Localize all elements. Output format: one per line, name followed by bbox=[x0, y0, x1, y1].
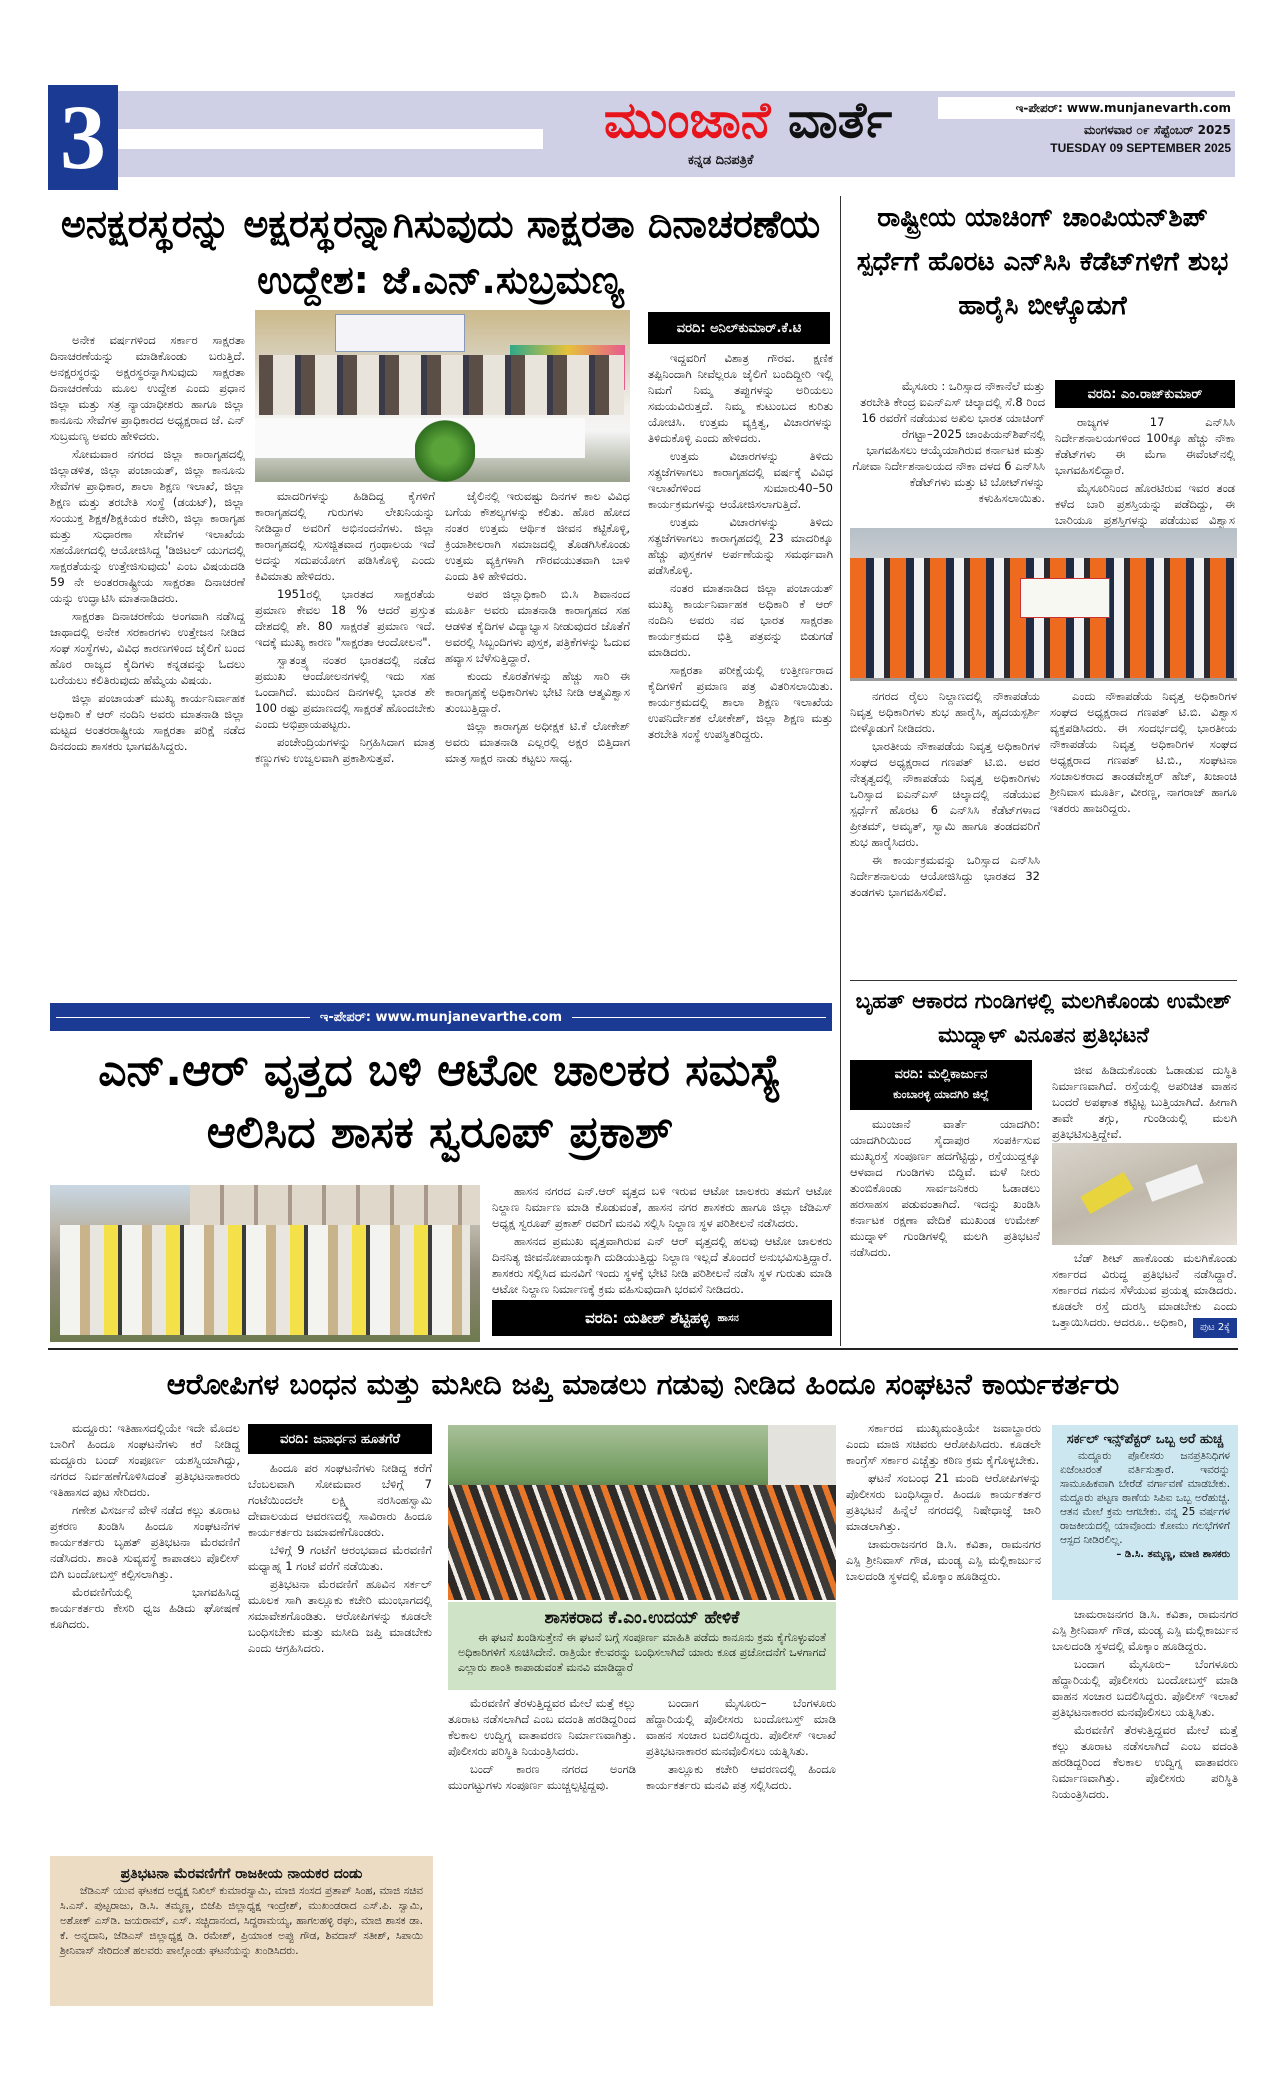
masthead-title-black: ವಾರ್ತೆ bbox=[787, 91, 893, 149]
plant bbox=[415, 420, 475, 482]
story2-headline: ಎನ್.ಆರ್ ವೃತ್ತದ ಬಳಿ ಆಟೋ ಚಾಲಕರ ಸಮಸ್ಯೆ ಆಲಿಸಿದ ಶಾಸಕ ಸ್ವರೂಪ್ ಪ್ರಕಾಶ್ bbox=[98, 1045, 782, 1158]
story4-column-2 bbox=[1052, 1062, 1237, 1142]
paragraph: ಎಂದು ನೌಕಾಪಡೆಯ ನಿವೃತ್ತ ಅಧಿಕಾರಿಗಳ ಸಂಘದ ಅಧ್ಯಕ್ಷರಾದ ಗಣಪತ್ ಟಿ.ಬಿ. ವಿಶ್ವಾಸ ವ್ಯಕ್ತಪಡಿಸಿದರು. ಈ ಸಂದರ್ಭದಲ್ಲಿ ಭಾರತೀಯ ನೌಕಾಪಡೆಯ ನಿವೃತ್ತ ಅಧಿಕಾರಿಗಳ ಸಂಘದ ಅಧ್ಯಕ್ಷರಾದ ಗಣಪತ್ ಟಿ.ಬಿ., ಸಂಘಟನಾ ಸಂಚಾಲಕರಾದ ತಾಂಡವೇಶ್ವರ್ ಹೆಚ್, ಖಜಾಂಚಿ ಶ್ರೀನಿವಾಸ ಮೂರ್ತಿ, ವೀರಣ್ಣ, ನಾಗರಾಜ್ ಹಾಗೂ ಇತರರು ಹಾಜರಿದ್ದರು. bbox=[1050, 689, 1237, 815]
paragraph: ಹಾಸನ ನಗರದ ಎನ್.ಆರ್ ವೃತ್ತದ ಬಳಿ ಇರುವ ಆಟೋ ಚಾಲಕರು ತಮಗೆ ಆಟೋ ನಿಲ್ದಾಣ ನಿರ್ಮಾಣ ಮಾಡಿ ಕೊಡುವಂತೆ, ಹಾಸನ ನಗರ ಶಾಸಕರು ಹಾಗೂ ಜಿಲ್ಲಾ ಜೆಡಿಎಸ್ ಅಧ್ಯಕ್ಷ ಸ್ವರೂಪ್ ಪ್ರಕಾಶ್ ರವರಿಗೆ ಮನವಿ ಸಲ್ಲಿಸಿ ನಿಲ್ದಾಣ ಸ್ಥಳ ಪರಿಶೀಲನೆ ನಡೆಸಿದರು. bbox=[492, 1184, 832, 1230]
paragraph: ಸಾಕ್ಷರತಾ ಪರೀಕ್ಷೆಯಲ್ಲಿ ಉತ್ತೀರ್ಣರಾದ ಕೈದಿಗಳಿಗೆ ಪ್ರಮಾಣ ಪತ್ರ ವಿತರಿಸಲಾಯಿತು. ಕಾರ್ಯಕ್ರಮದಲ್ಲಿ ಶಾಲಾ ಶಿಕ್ಷಣ ಇಲಾಖೆಯ ಉಪನಿರ್ದೇಶಕ ಲೋಕೇಶ್, ಜಿಲ್ಲಾ ಶಿಕ್ಷಣ ಮತ್ತು ತರಬೇತಿ ಸಂಸ್ಥೆ ಉಪಸ್ಥಿತರಿದ್ದರು. bbox=[648, 663, 833, 741]
paragraph: ಗಣೇಶ ವಿಸರ್ಜನೆ ವೇಳೆ ನಡೆದ ಕಲ್ಲು ತೂರಾಟ ಪ್ರಕರಣ ಖಂಡಿಸಿ ಹಿಂದೂ ಸಂಘಟನೆಗಳ ಕಾರ್ಯಕರ್ತರು ಬೃಹತ್ ಪ್ರತಿಭಟನಾ ಮೆರವಣಿಗೆ ನಡೆಸಿದರು. ಶಾಂತಿ ಸುವ್ಯವಸ್ಥೆ ಕಾಪಾಡಲು ಪೊಲೀಸ್ ಬಿಗಿ ಬಂದೋಬಸ್ತ್ ಕಲ್ಪಿಸಲಾಗಿತ್ತು. bbox=[50, 1503, 240, 1581]
paragraph: ಕುಂದು ಕೊರತೆಗಳನ್ನು ಹೆಚ್ಚು ಸಾರಿ ಈ ಕಾರಾಗೃಹಕ್ಕೆ ಅಧಿಕಾರಿಗಳು ಭೇಟಿ ನೀಡಿ ಆತ್ಮವಿಶ್ವಾಸ ತುಂಬುತ್ತಿದ್ದಾರೆ. bbox=[445, 669, 630, 715]
leaders-box-title: ಪ್ರತಿಭಟನಾ ಮೆರವಣಿಗೆಗೆ ರಾಜಕೀಯ ನಾಯಕರ ದಂಡು bbox=[120, 1866, 363, 1882]
mla-quote-title: ಶಾಸಕರಾದ ಕೆ.ಎಂ.ಉದಯ್ ಹೇಳಿಕೆ bbox=[544, 1608, 740, 1628]
paragraph: ಸ್ವಾತಂತ್ರ್ಯ ನಂತರ ಭಾರತದಲ್ಲಿ ನಡೆದ ಪ್ರಮುಖ ಆಂದೋಲನಗಳಲ್ಲಿ ಇದು ಸಹ ಒಂದಾಗಿದೆ. ಮುಂದಿನ ದಿನಗಳಲ್ಲಿ ಭಾರತ ಶೇ 100 ರಷ್ಟು ಪ್ರಮಾಣದಲ್ಲಿ ಸಾಕ್ಷರತೆ ಹೊಂದಬೇಕು ಎಂದು ಅಭಿಪ್ರಾಯಪಟ್ಟರು. bbox=[255, 653, 435, 731]
story3-column-2 bbox=[1055, 414, 1235, 526]
paragraph: ಸಾಕ್ಷರತಾ ದಿನಾಚರಣೆಯ ಅಂಗವಾಗಿ ನಡೆಸಿದ್ದ ಜಾಥಾದಲ್ಲಿ ಅನೇಕ ಸರಕಾರಗಳು ಉತ್ತೇಜನ ನೀಡಿದ ಸಂಘ ಸಂಸ್ಥೆಗಳು, ವಿವಿಧ ಕಾರಣಗಳಿಂದ ಜೈಲಿಗೆ ಬಂದ ಹೊರ ರಾಜ್ಯದ ಕೈದಿಗಳು ಕನ್ನಡವನ್ನು ಓದಲು ಬರೆಯಲು ಕಲಿತಿರುವುದು ಹೆಮ್ಮೆಯ ವಿಷಯ. bbox=[50, 609, 245, 687]
byline-place: ಹಾಸನ bbox=[717, 1312, 739, 1324]
paragraph: ಇದ್ದವರಿಗೆ ವಿಶಾತ್ರ ಗೌರವ. ಕ್ಷಣಿಕ ತಪ್ಪಿನಿಂದಾಗಿ ನೀವೆಲ್ಲರೂ ಜೈಲಿಗೆ ಬಂದಿದ್ದೀರಿ ಇಲ್ಲಿ ನಿಮಗೆ ನಿಮ್ಮ ತಪ್ಪುಗಳನ್ನು ಅರಿಯಲು ಸಮಯವಿರುತ್ತದೆ. ನಿಮ್ಮ ಕುಟುಂಬದ ಕುರಿತು ಯೋಚಿಸಿ. ಉತ್ತಮ ವ್ಯಕ್ತಿತ್ವ, ವಿಚಾರಗಳನ್ನು ತಿಳಿದುಕೊಳ್ಳಿ ಎಂದು ಹೇಳಿದರು. bbox=[648, 351, 833, 445]
cadets-group bbox=[850, 558, 1237, 678]
story3-column-1 bbox=[850, 378, 1045, 526]
story1-headline: ಅನಕ್ಷರಸ್ಥರನ್ನು ಅಕ್ಷರಸ್ಥರನ್ನಾಗಿಸುವುದು ಸಾಕ್ಷರತಾ ದಿನಾಚರಣೆಯ ಉದ್ದೇಶ: ಜೆ.ಎನ್.ಸುಬ್ರಮಣ್ಯ bbox=[60, 202, 821, 302]
story3-photo bbox=[850, 528, 1237, 681]
mla-quote-text: ಈ ಘಟನೆ ಖಂಡಿಸುತ್ತೇನೆ ಈ ಘಟನೆ ಬಗ್ಗೆ ಸಂಪೂರ್ಣ ಮಾಹಿತಿ ಪಡೆದು ಕಾನೂನು ಕ್ರಮ ಕೈಗೊಳ್ಳುವಂತೆ ಅಧಿಕಾರಿಗಳಿಗೆ ಸೂಚಿಸಿದೇನೆ. ರಾತ್ರಿಯೇ ಕೆಲವರನ್ನು ಬಂಧಿಸಲಾಗಿದೆ ಯಾರು ಕೂಡ ಪ್ರಚೋದನೆಗೆ ಒಳಗಾಗದೆ ಎಲ್ಲಾರು ಶಾಂತಿ ಕಾಪಾಡುವಂತೆ ಮನವಿ ಮಾಡಿದ್ದಾರೆ bbox=[458, 1631, 826, 1674]
people-row bbox=[259, 355, 624, 415]
epaper-bar bbox=[50, 1003, 832, 1031]
paragraph: ಜಿಲ್ಲಾ ಪಂಚಾಯತ್ ಮುಖ್ಯ ಕಾರ್ಯನಿರ್ವಾಹಕ ಅಧಿಕಾರಿ ಕೆ ಆರ್ ನಂದಿನಿ ಅವರು ಮಾತನಾಡಿ ಜಿಲ್ಲಾ ಮಟ್ಟದ ಅಂತರರಾಷ್ಟ್ರೀಯ ಸಾಕ್ಷರತಾ ಪರಿಕ್ಷೆ ನಡೆದ ದಿನದಂದು ಶಾಸಕರು ಭಾಗವಹಿಸಿದ್ದರು. bbox=[50, 691, 245, 753]
story4-headline: ಬೃಹತ್ ಆಕಾರದ ಗುಂಡಿಗಳಲ್ಲಿ ಮಲಗಿಕೊಂಡು ಉಮೇಶ್ ಮುದ್ನಾಳ್ ವಿನೂತನ ಪ್ರತಿಭಟನೆ bbox=[855, 989, 1232, 1047]
paragraph: ಜಿಲ್ಲಾ ಕಾರಾಗೃಹ ಅಧೀಕ್ಷಕ ಟಿ.ಕೆ ಲೋಕೇಶ್ ಅವರು ಮಾತನಾಡಿ ಎಲ್ಲರಲ್ಲಿ ಅಕ್ಷರ ಬಿತ್ತಿದಾಗ ಮಾತ್ರ ಸಾಕ್ಷರ ನಾಡು ಕಟ್ಟಲು ಸಾಧ್ಯ. bbox=[445, 719, 630, 765]
section-divider bbox=[48, 1348, 1238, 1350]
masthead-tagline: ಕನ್ನಡ ದಿನಪತ್ರಿಕೆ bbox=[688, 153, 754, 168]
paragraph: ಬಂದಾಗ ಮೈಸೂರು– ಬೆಂಗಳೂರು ಹೆದ್ದಾರಿಯಲ್ಲಿ ಪೊಲೀಸರು ಬಂದೋಬಸ್ತ್ ಮಾಡಿ ವಾಹನ ಸಂಚಾರ ಬದಲಿಸಿದ್ದರು. ಪೊಲೀಸ್ ಇಲಾಖೆ ಪ್ರತಿಭಟನಾಕಾರರ ಮನವೊಲಿಸಲು ಯತ್ನಿಸಿತು. bbox=[646, 1696, 836, 1758]
paragraph: ಬೆಡ್ ಶೀಟ್ ಹಾಕೊಂಡು ಮಲಗಿಕೊಂಡು ಸರ್ಕಾರದ ವಿರುದ್ಧ ಪ್ರತಿಭಟನೆ ನಡೆಸಿದ್ದಾರೆ. ಸರ್ಕಾರದ ಗಮನ ಸೆಳೆಯುವ ಪ್ರಯತ್ನ ಮಾಡಿದರು. ಕೂಡಲೇ ರಸ್ತೆ ದುರಸ್ತಿ ಮಾಡಬೇಕು ಎಂದು ಒತ್ತಾಯಿಸಿದರು. ಆದರೂ.. ಅಧಿಕಾರಿ, bbox=[1052, 1251, 1237, 1329]
paragraph: ಸರ್ಕಾರದ ಮುಖ್ಯಮಂತ್ರಿಯೇ ಜವಾಬ್ದಾರರು ಎಂದು ಮಾಜಿ ಸಚಿವರು ಆರೋಪಿಸಿದರು. ಕೂಡಲೇ ಕಾಂಗ್ರೆಸ್ ಸರ್ಕಾರ ಎಚ್ಚೆತ್ತು ಕಠಿಣ ಕ್ರಮ ಕೈಗೊಳ್ಳಬೇಕು. bbox=[846, 1421, 1041, 1467]
paragraph: ಘಟನೆ ಸಂಬಂಧ 21 ಮಂದಿ ಆರೋಪಿಗಳನ್ನು ಪೊಲೀಸರು ಬಂಧಿಸಿದ್ದಾರೆ. ಹಿಂದೂ ಕಾರ್ಯಕರ್ತರ ಪ್ರತಿಭಟನೆ ಹಿನ್ನೆಲೆ ನಗರದಲ್ಲಿ ನಿಷೇಧಾಜ್ಞೆ ಜಾರಿ ಮಾಡಲಾಗಿತ್ತು. bbox=[846, 1471, 1041, 1533]
paragraph: ತಾಲ್ಲೂಕು ಕಚೇರಿ ಆವರಣದಲ್ಲಿ ಹಿಂದೂ ಕಾರ್ಯಕರ್ತರು ಮನವಿ ಪತ್ರ ಸಲ್ಲಿಸಿದರು. bbox=[646, 1762, 836, 1792]
story3-headline: ರಾಷ್ಟ್ರೀಯ ಯಾಚಿಂಗ್ ಚಾಂಪಿಯನ್‌ಶಿಪ್ ಸ್ಪರ್ಧೆಗೆ ಹೊರಟ ಎನ್‌ಸಿಸಿ ಕೆಡೆಟ್‌ಗಳಿಗೆ ಶುಭ ಹಾರೈಸಿ ಬೀಳ್ಕೊಡುಗೆ bbox=[856, 203, 1229, 321]
paragraph: ರಾಜ್ಯಗಳ 17 ಎನ್‌ಸಿಸಿ ನಿರ್ದೇಶನಾಲಯಗಳಿಂದ 100ಕ್ಕೂ ಹೆಚ್ಚು ನೌಕಾ ಕೆಡೆಟ್‌ಗಳು ಈ ಮೆಗಾ ಈವೆಂಟ್‌ನಲ್ಲಿ ಭಾಗವಹಿಸಲಿದ್ದಾರೆ. bbox=[1055, 415, 1235, 477]
story3-column-3 bbox=[850, 688, 1040, 978]
paragraph: ಪಂಚೇಂದ್ರಿಯಗಳನ್ನು ನಿಗ್ರಹಿಸಿದಾಗ ಮಾತ್ರ ಕಣ್ಣುಗಳು ಉಜ್ವಲವಾಗಿ ಪ್ರಕಾಶಿಸುತ್ತವೆ. bbox=[255, 735, 435, 765]
paragraph: ಈ ಕಾರ್ಯಕ್ರಮವನ್ನು ಒರಿಸ್ಸಾದ ಎನ್‌ಸಿಸಿ ನಿರ್ದೇಶನಾಲಯ ಆಯೋಜಿಸಿದ್ದು ಭಾರತದ 32 ತಂಡಗಳು ಭಾಗವಹಿಸಲಿವೆ. bbox=[850, 853, 1040, 899]
date-english: TUESDAY 09 SEPTEMBER 2025 bbox=[1050, 141, 1231, 155]
paragraph: ಪ್ರತಿಭಟನಾ ಮೆರವಣಿಗೆ ಹೂವಿನ ಸರ್ಕಲ್ ಮೂಲಕ ಸಾಗಿ ತಾಲ್ಲೂಕು ಕಚೇರಿ ಮುಂಭಾಗದಲ್ಲಿ ಸಮಾವೇಶಗೊಂಡಿತು. ಆರೋಪಿಗಳನ್ನು ಕೂಡಲೇ ಬಂಧಿಸಬೇಕು ಮತ್ತು ಮಸೀದಿ ಜಪ್ತಿ ಮಾಡಬೇಕು ಎಂದು ಆಗ್ರಹಿಸಿದರು. bbox=[248, 1577, 432, 1655]
divider bbox=[850, 980, 1237, 981]
paragraph: ಜೈಲಿನಲ್ಲಿ ಇರುವಷ್ಟು ದಿನಗಳ ಕಾಲ ವಿವಿಧ ಬಗೆಯ ಕೌಶಲ್ಯಗಳನ್ನು ಕಲಿತು. ಹೊರ ಹೋದ ನಂತರ ಉತ್ತಮ ಆರ್ಥಿಕ ಜೀವನ ಕಟ್ಟಿಕೊಳ್ಳಿ, ಕ್ರಿಯಾಶೀಲರಾಗಿ ಸಮಾಜದಲ್ಲಿ ತೊಡಗಿಸಿಕೊಂಡು ಉತ್ತಮ ವ್ಯಕ್ತಿಗಳಾಗಿ ಗೌರವಯುತವಾಗಿ ಬಾಳಿ ಎಂದು ತಿಳಿ ಹೇಳಿದರು. bbox=[445, 489, 630, 583]
paragraph: ಭಾರತೀಯ ನೌಕಾಪಡೆಯ ನಿವೃತ್ತ ಅಧಿಕಾರಿಗಳ ಸಂಘದ ಅಧ್ಯಕ್ಷರಾದ ಗಣಪತ್ ಟಿ.ಬಿ. ಅವರ ನೇತೃತ್ವದಲ್ಲಿ ನೌಕಾಪಡೆಯ ನಿವೃತ್ತ ಅಧಿಕಾರಿಗಳು ಒರಿಸ್ಸಾದ ಐಎನ್‌ಎಸ್ ಚಿಲ್ಕಾದಲ್ಲಿ ನಡೆಯುವ ಸ್ಪರ್ಧೆಗೆ ಹೊರಟ 6 ಎನ್‌ಸಿಸಿ ಕೆಡೆಟ್‌ಗಳಾದ ಪ್ರೀತಮ್, ಅಮೃತ್, ಸ್ವಾಮಿ ಹಾಗೂ ತಂಡದವರಿಗೆ ಶುಭ ಹಾರೈಸಿದರು. bbox=[850, 739, 1040, 849]
story4-column-1 bbox=[850, 1116, 1040, 1341]
paragraph: ಬಂದ್ ಕಾರಣ ನಗರದ ಅಂಗಡಿ ಮುಂಗಟ್ಟುಗಳು ಸಂಪೂರ್ಣ ಮುಚ್ಚಲ್ಪಟ್ಟಿದ್ದವು. bbox=[448, 1762, 636, 1792]
paragraph: ಹಾಸನದ ಪ್ರಮುಖ ವೃತ್ತವಾಗಿರುವ ಎನ್ ಆರ್ ವೃತ್ತದಲ್ಲಿ ಹಲವು ಆಟೋ ಚಾಲಕರು ದಿನನಿತ್ಯ ಜೀವನೋಪಾಯಕ್ಕಾಗಿ ದುಡಿಯುತ್ತಿದ್ದು ನಿಲ್ದಾಣ ಇಲ್ಲದೆ ತೊಂದರೆ ಅನುಭವಿಸುತ್ತಿದ್ದಾರೆ. ಶಾಸಕರು ಸಲ್ಲಿಸಿದ ಮನವಿಗೆ ಇಂದು ಸ್ಥಳಕ್ಕೆ ಭೇಟಿ ನೀಡಿ ಪರಿಶೀಲನೆ ನಡೆಸಿ ಸ್ಥಳ ಗುರುತು ಮಾಡಿ ಆಟೋ ನಿಲ್ದಾಣ ನಿರ್ಮಾಣಕ್ಕೆ ಕ್ರಮ ವಹಿಸುವುದಾಗಿ ಭರವಸೆ ನೀಡಿದರು. bbox=[492, 1234, 832, 1296]
paragraph: ನಗರದ ರೈಲು ನಿಲ್ದಾಣದಲ್ಲಿ ನೌಕಾಪಡೆಯ ನಿವೃತ್ತ ಅಧಿಕಾರಿಗಳು ಶುಭ ಹಾರೈಸಿ, ಹೃದಯಸ್ಪರ್ಶಿ ಬೀಳ್ಕೊಡುಗೆ ನೀಡಿದರು. bbox=[850, 689, 1040, 735]
paragraph: ಅಪರ ಜಿಲ್ಲಾಧಿಕಾರಿ ಬಿ.ಸಿ ಶಿವಾನಂದ ಮೂರ್ತಿ ಅವರು ಮಾತನಾಡಿ ಕಾರಾಗೃಹದ ಸಹ ಆಡಳಿತ ಕೈದಿಗಳ ವಿದ್ಯಾಭ್ಯಾಸ ನೀಡುವುದರ ಜೊತೆಗೆ ಅವರಲ್ಲಿ ಸಿಬ್ಬಂದಿಗಳು ಪುಸ್ತಕ, ಪತ್ರಿಕೆಗಳನ್ನು ಓದುವ ಹವ್ಯಾಸ ಬೆಳೆಸುತ್ತಿದ್ದಾರೆ. bbox=[445, 587, 630, 665]
date-kannada: ಮಂಗಳವಾರ ೦೯ ಸೆಪ್ಟೆಂಬರ್ 2025 bbox=[1084, 123, 1231, 137]
sidebar-quote-sign: – ಡಿ.ಸಿ. ತಮ್ಮಣ್ಣ, ಮಾಜಿ ಶಾಸಕರು bbox=[1116, 1549, 1230, 1560]
paragraph: ಜೀವ ಹಿಡಿದುಕೊಂಡು ಓಡಾಡುವ ದುಸ್ಥಿತಿ ನಿರ್ಮಾಣವಾಗಿದೆ. ರಸ್ತೆಯಲ್ಲಿ ಅಪರಿಚಿತ ವಾಹನ ಬಂದರೆ ಅಪಘಾತ ಕಟ್ಟಿಟ್ಟ ಬುತ್ತಿಯಾಗಿದೆ. ಹೀಗಾಗಿ ತಾವೇ ತಗ್ಗು, ಗುಂಡಿಯಲ್ಲಿ ಮಲಗಿ ಪ್ರತಿಭಟಿಸುತ್ತಿದ್ದೇವೆ. bbox=[1052, 1063, 1237, 1141]
page-number-box: 3 bbox=[48, 85, 118, 190]
story3-byline: ವರದಿ: ಎಂ.ರಾಜ್‌ಕುಮಾರ್ bbox=[1055, 380, 1235, 408]
masthead-title bbox=[538, 89, 958, 151]
paragraph: ಮುಂಜಾನೆ ವಾರ್ತೆ ಯಾದಗಿರಿ: ಯಾದಗಿರಿಯಿಂದ ಸೈದಾಪುರ ಸಂಪರ್ಕಿಸುವ ಮುಖ್ಯರಸ್ತೆ ಸಂಪೂರ್ಣ ಹದಗೆಟ್ಟಿದ್ದು, ರಸ್ತೆಯುದ್ದಕ್ಕೂ ಆಳವಾದ ಗುಂಡಿಗಳು ಬಿದ್ದಿವೆ. ಮಳೆ ನೀರು ತುಂಬಿಕೊಂಡು ಸಾರ್ವಜನಿಕರು ಓಡಾಡಲು ಹರಸಾಹಸ ಪಡುವಂತಾಗಿದೆ. ಇದನ್ನು ಖಂಡಿಸಿ ಕರ್ನಾಟಕ ರಕ್ಷಣಾ ವೇದಿಕೆ ಮುಖಂಡ ಉಮೇಶ್ ಮುದ್ನಾಳ್ ಗುಂಡಿಗಳಲ್ಲಿ ಮಲಗಿ ಪ್ರತಿಭಟನೆ ನಡೆಸಿದರು. bbox=[850, 1117, 1040, 1259]
byline-reporter: ವರದಿ: ಮಲ್ಲಿಕಾರ್ಜುನ bbox=[894, 1067, 988, 1082]
paragraph: ಬಂದಾಗ ಮೈಸೂರು– ಬೆಂಗಳೂರು ಹೆದ್ದಾರಿಯಲ್ಲಿ ಪೊಲೀಸರು ಬಂದೋಬಸ್ತ್ ಮಾಡಿ ವಾಹನ ಸಂಚಾರ ಬದಲಿಸಿದ್ದರು. ಪೊಲೀಸ್ ಇಲಾಖೆ ಪ್ರತಿಭಟನಾಕಾರರ ಮನವೊಲಿಸಲು ಯತ್ನಿಸಿತು. bbox=[1052, 1657, 1238, 1719]
paragraph: ಸೋಮವಾರ ನಗರದ ಜಿಲ್ಲಾ ಕಾರಾಗೃಹದಲ್ಲಿ ಜಿಲ್ಲಾಡಳಿತ, ಜಿಲ್ಲಾ ಪಂಚಾಯತ್, ಜಿಲ್ಲಾ ಕಾನೂನು ಸೇವೆಗಳ ಪ್ರಾಧಿಕಾರ, ಶಾಲಾ ಶಿಕ್ಷಣ ಇಲಾಖೆ, ಜಿಲ್ಲಾ ಶಿಕ್ಷಣ ಮತ್ತು ತರಬೇತಿ ಸಂಸ್ಥೆ (ಡಯಟ್), ಜಿಲ್ಲಾ ಸಂಯುಕ್ತ ಶಿಕ್ಷಕ/ಶಿಕ್ಷಕಿಯರ ಕಚೇರಿ, ಜಿಲ್ಲಾ ಕಾರಾಗೃಹ ಮತ್ತು ಸುಧಾರಣಾ ಸೇವೆಗಳ ಇಲಾಖೆಯ ಸಹಯೋಗದಲ್ಲಿ ಆಯೋಜಿಸಿದ್ದ 'ಡಿಜಿಟಲ್ ಯುಗದಲ್ಲಿ ಸಾಕ್ಷರತೆಯನ್ನು ಉತ್ತೇಜಿಸುವುದು' ಎಂಬ ವಿಷಯದಡಿ 59 ನೇ ಅಂತರರಾಷ್ಟ್ರೀಯ ಸಾಕ್ಷರತಾ ದಿನಾಚರಣೆ ಯನ್ನು ಉದ್ಘಾಟಿಸಿ ಮಾತನಾಡಿದರು. bbox=[50, 447, 245, 605]
mla-quote-box bbox=[448, 1602, 836, 1690]
story1-column-1 bbox=[50, 332, 245, 1000]
person-lying bbox=[1145, 1164, 1204, 1202]
masthead bbox=[48, 85, 1235, 190]
paragraph: ಉತ್ತಮ ವಿಚಾರಗಳನ್ನು ತಿಳಿದು ಸತ್ಪ್ರಜೆಗಳಾಗಲು ಕಾರಾಗೃಹದಲ್ಲಿ 23 ಮಾದರಿಕ್ಕೂ ಹೆಚ್ಚು ಪುಸ್ತಕಗಳ ಅರ್ಪಣೆಯನ್ನು ಸಮರ್ಥವಾಗಿ ಪಡೆಸಿಕೊಳ್ಳಿ. bbox=[648, 515, 833, 577]
leaders-box bbox=[50, 1856, 433, 2006]
byline-place: ಕುಂಬಾರಳ್ಳಿ ಯಾದಗಿರಿ ಜಿಲ್ಲೆ bbox=[893, 1088, 989, 1101]
people-group bbox=[60, 1225, 470, 1335]
sidebar-quote-text: ಮದ್ದೂರು ಪೊಲೀಸರು ಜನಪ್ರತಿನಿಧಿಗಳ ಏಜೆಂಟರಂತೆ ವರ್ತಿಸುತ್ತಾರೆ. ಇವರನ್ನು ಸಾಮೂಹಿಕವಾಗಿ ಬೇರೆಡೆ ವರ್ಗಾವಣೆ ಮಾಡಬೇಕು. ಮದ್ದೂರು ಪಟ್ಟಣ ಠಾಣೆಯ ಸಿಪಿಐ ಒಬ್ಬ ಅರೆಹುಚ್ಚ. ಆತನ ಮೇಲೆ ಕ್ರಮ ಆಗಬೇಕು. ನನ್ನ 25 ವರ್ಷಗಳ ರಾಜಕೀಯದಲ್ಲಿ ಯಾವೊಂದು ಕೋಮು ಗಲಭೆಗಳಿಗೆ ಆಸ್ಪದ ನೀಡಿರಲಿಲ್ಲ. bbox=[1060, 1450, 1230, 1546]
story5-column-4 bbox=[646, 1695, 836, 2025]
byline-reporter: ವರದಿ: ಯತೀಶ್ ಶೆಟ್ಟಿಹಳ್ಳಿ bbox=[585, 1309, 710, 1327]
story5-column-3 bbox=[448, 1695, 636, 2025]
paragraph: ಮೆರವಣಿಗೆ ತೆರಳುತ್ತಿದ್ದವರ ಮೇಲೆ ಮತ್ತೆ ಕಲ್ಲು ತೂರಾಟ ನಡೆಸಲಾಗಿದೆ ಎಂಬ ವದಂತಿ ಹರಡಿದ್ದರಿಂದ ಕೆಲಕಾಲ ಉದ್ವಿಗ್ನ ವಾತಾವರಣ ನಿರ್ಮಾಣವಾಗಿತ್ತು. ಪೊಲೀಸರು ಪರಿಸ್ಥಿತಿ ನಿಯಂತ್ರಿಸಿದರು. bbox=[448, 1696, 636, 1758]
continued-on-page-2-tag[interactable]: ಪುಟ 2ಕ್ಕೆ bbox=[1193, 1318, 1237, 1338]
story3-column-4 bbox=[1050, 688, 1237, 978]
paragraph: ಮೆರವಣಿಗೆಯಲ್ಲಿ ಭಾಗವಹಿಸಿದ್ದ ಕಾರ್ಯಕರ್ತರು ಕೇಸರಿ ಧ್ವಜ ಹಿಡಿದು ಘೋಷಣೆ ಕೂಗಿದರು. bbox=[50, 1585, 240, 1631]
paragraph: ಹಿಂದೂ ಪರ ಸಂಘಟನೆಗಳು ನೀಡಿದ್ದ ಕರೆಗೆ ಬೆಂಬಲವಾಗಿ ಸೋಮವಾರ ಬೆಳಿಗ್ಗೆ 7 ಗಂಟೆಯಿಂದಲೇ ಲಕ್ಷ್ಮಿ ನರಸಿಂಹಸ್ವಾಮಿ ದೇವಾಲಯದ ಆವರಣದಲ್ಲಿ ಸಾವಿರಾರು ಹಿಂದೂ ಕಾರ್ಯಕರ್ತರು ಜಮಾವಣೆಗೊಂಡರು. bbox=[248, 1461, 432, 1539]
epaper-url-link[interactable]: ಇ-ಪೇಪರ್: www.munjanevarthe.com bbox=[319, 1009, 563, 1025]
paragraph: ಚಾಮರಾಜನಗರ ಡಿ.ಸಿ. ಕವಿತಾ, ರಾಮನಗರ ಎಸ್ಪಿ ಶ್ರೀನಿವಾಸ್ ಗೌಡ, ಮಂಡ್ಯ ಎಸ್ಪಿ ಮಲ್ಲಿಕಾರ್ಜುನ ಬಾಲದಂಡಿ ಸ್ಥಳದಲ್ಲಿ ಮೊಕ್ಕಾಂ ಹೂಡಿದ್ದರು. bbox=[846, 1537, 1041, 1583]
paragraph: ಮೆರವಣಿಗೆ ತೆರಳುತ್ತಿದ್ದವರ ಮೇಲೆ ಮತ್ತೆ ಕಲ್ಲು ತೂರಾಟ ನಡೆಸಲಾಗಿದೆ ಎಂಬ ವದಂತಿ ಹರಡಿದ್ದರಿಂದ ಕೆಲಕಾಲ ಉದ್ವಿಗ್ನ ವಾತಾವರಣ ನಿರ್ಮಾಣವಾಗಿತ್ತು. ಪೊಲೀಸರು ಪರಿಸ್ಥಿತಿ ನಿಯಂತ್ರಿಸಿದರು. bbox=[1052, 1723, 1238, 1801]
sidebar-quote-box bbox=[1052, 1425, 1238, 1600]
leaders-box-text: ಜೆಡಿಎಸ್ ಯುವ ಘಟಕದ ಅಧ್ಯಕ್ಷ ನಿಖಿಲ್ ಕುಮಾರಸ್ವಾಮಿ, ಮಾಜಿ ಸಂಸದ ಪ್ರತಾಪ್ ಸಿಂಹ, ಮಾಜಿ ಸಚಿವ ಸಿ.ಎಸ್. ಪುಟ್ಟರಾಜು, ಡಿ.ಸಿ. ತಮ್ಮಣ್ಣ, ಬಿಜೆಪಿ ಜಿಲ್ಲಾಧ್ಯಕ್ಷ ಇಂದ್ರೇಶ್, ಮುಖಂಡರಾದ ಎಸ್.ಪಿ. ಸ್ವಾಮಿ, ಅಶೋಕ್ ಎಸ್‌ಡಿ. ಜಯರಾಮ್, ಎಸ್. ಸಚ್ಚಿದಾನಂದ, ಸಿದ್ದರಾಮಯ್ಯ, ಹಾಗಲಹಳ್ಳಿ ರಘು, ಮಾಜಿ ಶಾಸಕ ಡಾ. ಕೆ. ಅನ್ನದಾನಿ, ಜೆಡಿಎಸ್ ಜಿಲ್ಲಾಧ್ಯಕ್ಷ ಡಿ. ರಮೇಶ್, ಪ್ರಿಯಾಂಕ ಅಪ್ಪು ಗೌಡ, ಶಿವದಾಸ್ ಸತೀಶ್, ಸಿಪಾಯಿ ಶ್ರೀನಿವಾಸ್ ಸೇರಿದಂತೆ ಹಲವರು ಪಾಲ್ಗೊಂಡು ಘಟನೆಯನ್ನು ಖಂಡಿಸಿದರು. bbox=[60, 1885, 423, 1957]
person-lying bbox=[1080, 1172, 1133, 1214]
paragraph: ಮಾದರಿಗಳನ್ನು ಹಿಡಿದಿದ್ದ ಕೈಗಳಿಗೆ ಕಾರಾಗೃಹದಲ್ಲಿ ಗುರುಗಳು ಲೇಖನಿಯನ್ನು ನೀಡಿದ್ದಾರೆ ಅವರಿಗೆ ಅಭಿನಂದನೆಗಳು. ಜಿಲ್ಲಾ ಕಾರಾಗೃಹದಲ್ಲಿ ಸುಸಜ್ಜಿತವಾದ ಗ್ರಂಥಾಲಯ ಇದೆ ಅದನ್ನು ಸದುಪಯೋಗ ಪಡಿಸಿಕೊಳ್ಳಿ ಎಂದು ಕಿವಿಮಾತು ಹೇಳಿದರು. bbox=[255, 489, 435, 583]
masthead-title-red: ಮುಂಜಾನೆ bbox=[603, 91, 771, 149]
story5-column-6 bbox=[1052, 1606, 1238, 2026]
divider bbox=[56, 1017, 310, 1018]
story2-byline bbox=[492, 1300, 832, 1336]
paragraph: ಮದ್ದೂರು: ಇತಿಹಾಸದಲ್ಲಿಯೇ ಇದೇ ಮೊದಲ ಬಾರಿಗೆ ಹಿಂದೂ ಸಂಘಟನೆಗಳು ಕರೆ ನೀಡಿದ್ದ ಮದ್ದೂರು ಬಂದ್ ಸಂಪೂರ್ಣ ಯಶಸ್ವಿಯಾಗಿದ್ದು, ನಗರದ ನಿರ್ವಹಣೆಗೊಳಿಸಿದಂತೆ ಪ್ರತಿಭಟನಾಕಾರರು ಇತಿಹಾಸದ ಪುಟ ಸೇರಿದರು. bbox=[50, 1421, 240, 1499]
paragraph: ನಂತರ ಮಾತನಾಡಿದ ಜಿಲ್ಲಾ ಪಂಚಾಯತ್ ಮುಖ್ಯ ಕಾರ್ಯನಿರ್ವಾಹಕ ಅಧಿಕಾರಿ ಕೆ ಆರ್ ನಂದಿನಿ ಅವರು ನವ ಭಾರತ ಸಾಕ್ಷರತಾ ಕಾರ್ಯಕ್ರಮದ ಭಿತ್ತಿ ಪತ್ರವನ್ನು ಬಿಡುಗಡೆ ಮಾಡಿದರು. bbox=[648, 581, 833, 659]
column-divider bbox=[840, 196, 841, 1346]
story4-photo bbox=[1052, 1143, 1237, 1245]
paragraph: ಮೈಸೂರಿನಿಂದ ಹೊರಟಿರುವ ಇವರ ತಂಡ ಕಳೆದ ಬಾರಿ ಪ್ರಶಸ್ತಿಯನ್ನು ಪಡೆದಿದ್ದು, ಈ ಬಾರಿಯೂ ಪ್ರಶಸ್ತಿಗಳನ್ನು ಪಡೆಯುವ ವಿಶ್ವಾಸ bbox=[1055, 481, 1235, 527]
paragraph: 1951ರಲ್ಲಿ ಭಾರತದ ಸಾಕ್ಷರತೆಯ ಪ್ರಮಾಣ ಕೇವಲ 18 % ಆದರೆ ಪ್ರಸ್ತುತ ದೇಶದಲ್ಲಿ ಶೇ. 80 ಸಾಕ್ಷರತೆ ಪ್ರಮಾಣ ಇದೆ. ಇದಕ್ಕೆ ಮುಖ್ಯ ಕಾರಣ "ಸಾಕ್ಷರತಾ ಆಂದೋಲನ". bbox=[255, 587, 435, 649]
sidebar-quote-title: ಸರ್ಕಲ್ ಇನ್ಸ್‌ಪೆಕ್ಟರ್ ಒಬ್ಬ ಅರೆ ಹುಚ್ಚ bbox=[1066, 1432, 1224, 1447]
paragraph: ಚಾಮರಾಜನಗರ ಡಿ.ಸಿ. ಕವಿತಾ, ರಾಮನಗರ ಎಸ್ಪಿ ಶ್ರೀನಿವಾಸ್ ಗೌಡ, ಮಂಡ್ಯ ಎಸ್ಪಿ ಮಲ್ಲಿಕಾರ್ಜುನ ಬಾಲದಂಡಿ ಸ್ಥಳದಲ್ಲಿ ಮೊಕ್ಕಾಂ ಹೂಡಿದ್ದರು. bbox=[1052, 1607, 1238, 1653]
story4-byline bbox=[850, 1060, 1032, 1110]
story1-column-3 bbox=[445, 488, 630, 1000]
story5-photo bbox=[448, 1425, 836, 1600]
story5-column-2 bbox=[248, 1460, 432, 1850]
story1-byline: ವರದಿ: ಅನಿಲ್‌ಕುಮಾರ್.ಕೆ.ಟಿ bbox=[648, 312, 830, 344]
story5-byline: ವರದಿ: ಜನಾರ್ಧನ ಹೂತಗೆರೆ bbox=[248, 1424, 432, 1454]
header-white-strip bbox=[118, 129, 543, 149]
story2-photo bbox=[50, 1185, 480, 1342]
building bbox=[768, 1425, 836, 1485]
story2-body bbox=[492, 1183, 832, 1296]
story1-photo bbox=[255, 310, 630, 482]
banner bbox=[335, 314, 465, 352]
paragraph: ಬೆಳಿಗ್ಗೆ 9 ಗಂಟೆಗೆ ಆರಂಭವಾದ ಮೆರವಣಿಗೆ ಮಧ್ಯಾಹ್ನ 1 ಗಂಟೆ ವರೆಗೆ ನಡೆಯಿತು. bbox=[248, 1543, 432, 1573]
banner bbox=[1020, 578, 1110, 618]
story1-column-2 bbox=[255, 488, 435, 1000]
story5-column-1 bbox=[50, 1420, 240, 1850]
crowd bbox=[448, 1485, 836, 1600]
paragraph: ಉತ್ತಮ ವಿಚಾರಗಳನ್ನು ತಿಳಿದು ಸತ್ಪ್ರಜೆಗಳಾಗಲು ಕಾರಾಗೃಹದಲ್ಲಿ ವರ್ಷಕ್ಕೆ ವಿವಿಧ ಇಲಾಖೆಗಳಿಂದ ಸುಮಾರು40–50 ಕಾರ್ಯಕ್ರಮಗಳನ್ನು ಆಯೋಜಿಸಲಾಗುತ್ತಿದೆ. bbox=[648, 449, 833, 511]
divider bbox=[572, 1017, 826, 1018]
story5-headline: ಆರೋಪಿಗಳ ಬಂಧನ ಮತ್ತು ಮಸೀದಿ ಜಪ್ತಿ ಮಾಡಲು ಗಡುವು ನೀಡಿದ ಹಿಂದೂ ಸಂಘಟನೆ ಕಾರ್ಯಕರ್ತರು bbox=[166, 1367, 1120, 1401]
story1-column-4 bbox=[648, 350, 833, 1000]
paragraph: ಮೈಸೂರು : ಒರಿಸ್ಸಾದ ನೌಕಾನೆಲೆ ಮತ್ತು ತರಬೇತಿ ಕೇಂದ್ರ ಐಎನ್‌ಎಸ್ ಚಿಲ್ಕಾದಲ್ಲಿ ಸೆ.8 ರಿಂದ 16 ರವರೆಗೆ ನಡೆಯುವ ಅಖಿಲ ಭಾರತ ಯಾಚಿಂಗ್ ರೆಗಟ್ಟಾ–2025 ಚಾಂಪಿಯನ್‌ಶಿಪ್‌ನಲ್ಲಿ ಭಾಗವಹಿಸಲು ಆಯ್ಕೆಯಾಗಿರುವ ಕರ್ನಾಟಕ ಮತ್ತು ಗೋವಾ ನಿರ್ದೇಶನಾಲಯದ ನೌಕಾ ದಳದ 6 ಎನ್‌ಸಿಸಿ ಕೆಡೆಟ್‌ಗಳು ಮತ್ತು ಟಿ ಬೋಟ್‌ಗಳನ್ನು ಕಳುಹಿಸಲಾಯಿತು. bbox=[852, 379, 1045, 505]
epaper-url-box: ಇ-ಪೇಪರ್: www.munjanevarth.com bbox=[938, 97, 1235, 119]
buildings bbox=[190, 1185, 480, 1225]
story5-column-5 bbox=[846, 1420, 1041, 2025]
paragraph: ಅನೇಕ ವರ್ಷಗಳಿಂದ ಸರ್ಕಾರ ಸಾಕ್ಷರತಾ ದಿನಾಚರಣೆಯನ್ನು ಮಾಡಿಕೊಂಡು ಬರುತ್ತಿದೆ. ಅನಕ್ಷರಸ್ಥರನ್ನು ಅಕ್ಷರಸ್ಥರನ್ನಾಗಿಸುವುದು ಸಾಕ್ಷರತಾ ದಿನಾಚರಣೆಯ ಮೂಲ ಉದ್ದೇಶ ಎಂದು ಪ್ರಧಾನ ಜಿಲ್ಲಾ ಮತ್ತು ಸತ್ರ ನ್ಯಾಯಾಧೀಶರು ಹಾಗೂ ಜಿಲ್ಲಾ ಕಾನೂನು ಸೇವೆಗಳ ಪ್ರಾಧಿಕಾರದ ಅಧ್ಯಕ್ಷರಾದ ಜೆ. ಎನ್ ಸುಬ್ರಮಣ್ಯ ಅವರು ಹೇಳಿದರು. bbox=[50, 333, 245, 443]
